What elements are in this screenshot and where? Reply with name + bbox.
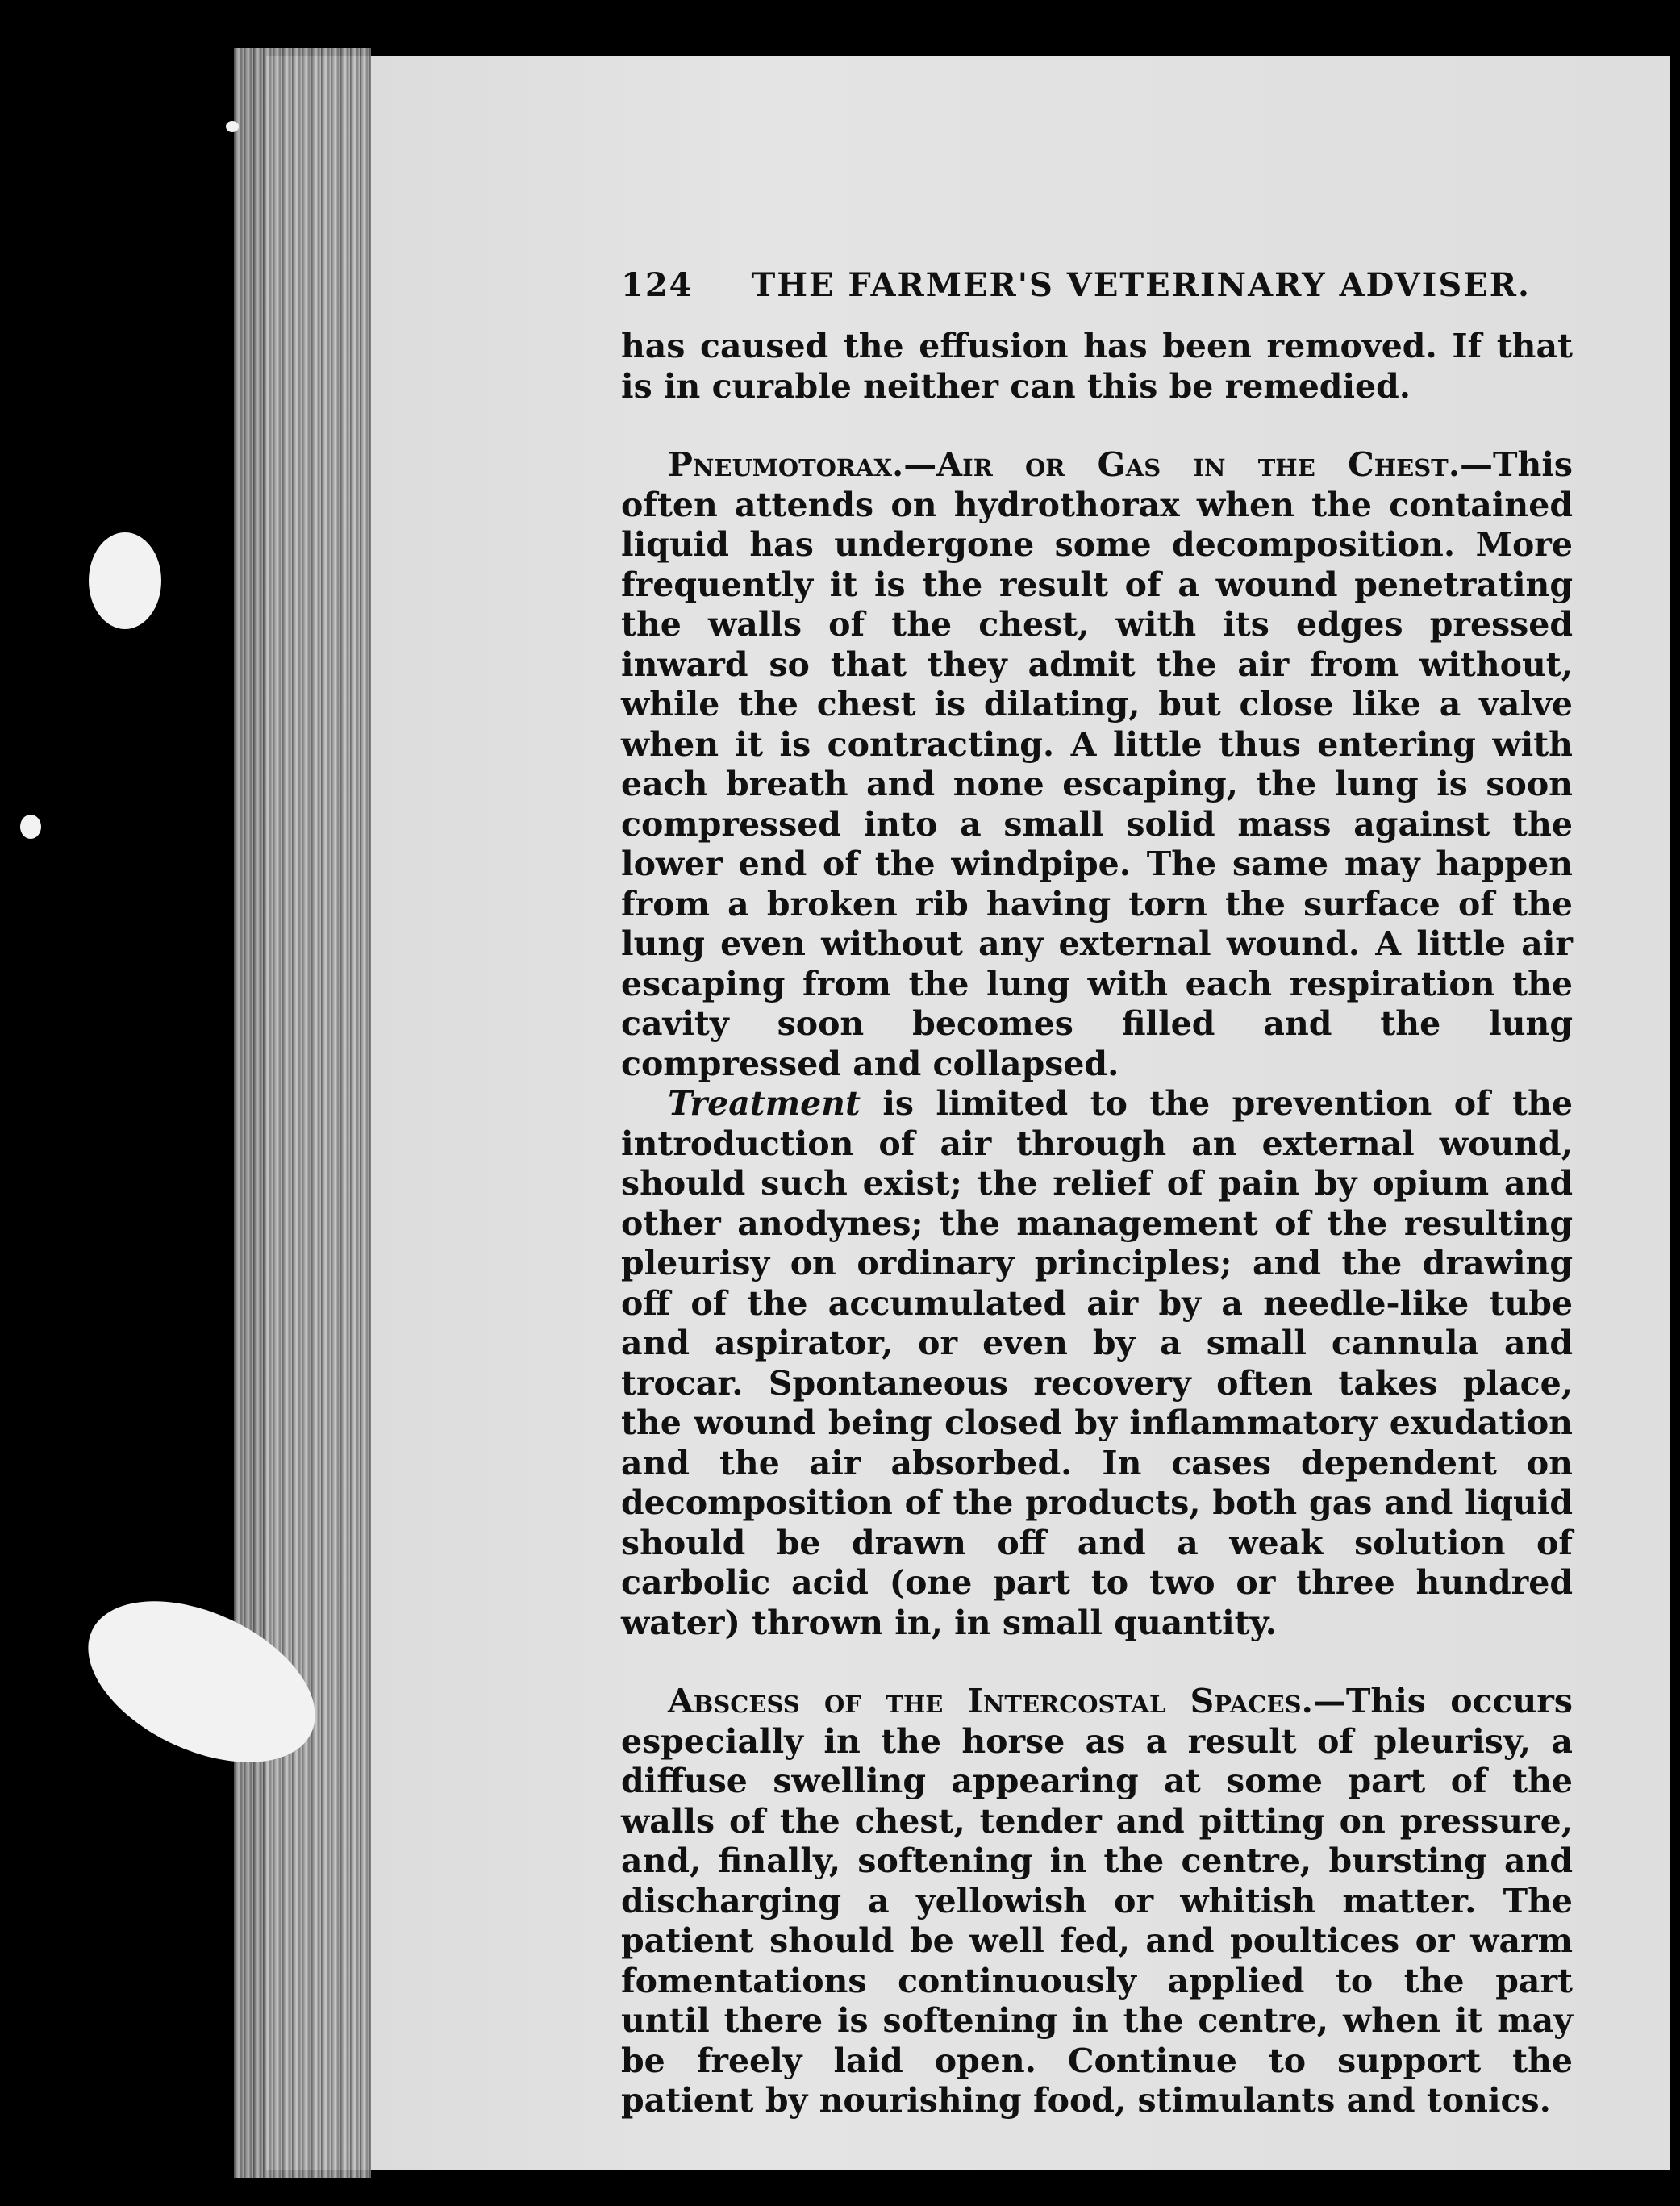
- scan-artifact-dot: [226, 121, 239, 132]
- paragraph-continuation: has caused the effusion has been removed. If that is in curable neither can this be remedied.: [621, 327, 1573, 406]
- running-title: THE FARMER'S VETERINARY ADVISER.: [751, 266, 1531, 304]
- paragraph-body: —This often attends on hydrothorax when the contained liquid has undergone some decomposition. More frequently it is the result of a wound penetrating the walls of the chest, with its edges pressed inward so that they admit the air from without, while the chest is dilating, but close like a valve when it is contracting. A little thus entering with each breath and none escaping, the lung is soon compressed into a small solid mass against the lower end of the windpipe. The same may happen from a broken rib having torn the surface of the lung even without any external wound. A little air escaping from the lung with each respiration the cavity soon becomes filled and the lung compressed and collapsed.: [621, 445, 1573, 1083]
- paragraph-body: —This occurs especially in the horse as a result of pleurisy, a diffuse swelling appearing at some part of the walls of the chest, tender and pitting on pressure, and, finally, softening in the centre, bursting and discharging a yellowish or whitish matter. The patient should be well fed, and poultices or warm fomentations continuously applied to the part until there is softening in the centre, when it may be freely laid open. Continue to support the patient by nourishing food, stimulants and tonics.: [621, 1682, 1573, 2120]
- paragraph-abscess: [621, 1682, 1573, 2121]
- section-heading-abscess: Abscess of the Intercostal Spaces.: [668, 1682, 1313, 1720]
- paragraph-pneumothorax: [621, 445, 1573, 1084]
- page-number: 124: [621, 266, 694, 304]
- treatment-lead: Treatment: [668, 1084, 861, 1123]
- page-gutter: [234, 48, 371, 2178]
- running-header: [621, 266, 1573, 304]
- paragraph-treatment: [621, 1084, 1573, 1643]
- scan-artifact-blob: [89, 532, 161, 629]
- section-heading-pneumothorax: Pneumotorax.—Air or Gas in the Chest.: [668, 445, 1461, 484]
- scan-artifact-dot: [20, 815, 41, 839]
- page-text: [621, 266, 1573, 2121]
- paragraph-body: is limited to the prevention of the introduction of air through an external wound, should such exist; the relief of pain by opium and other anodynes; the management of the resulting pleurisy on ordinary principles; and the drawing off of the accumulated air by a needle-like tube and aspirator, or even by a small cannula and trocar. Spontaneous recovery often takes place, the wound being closed by inflammatory exudation and the air absorbed. In cases dependent on decomposition of the products, both gas and liquid should be drawn off and a weak solution of carbolic acid (one part to two or three hundred water) thrown in, in small quantity.: [621, 1084, 1573, 1642]
